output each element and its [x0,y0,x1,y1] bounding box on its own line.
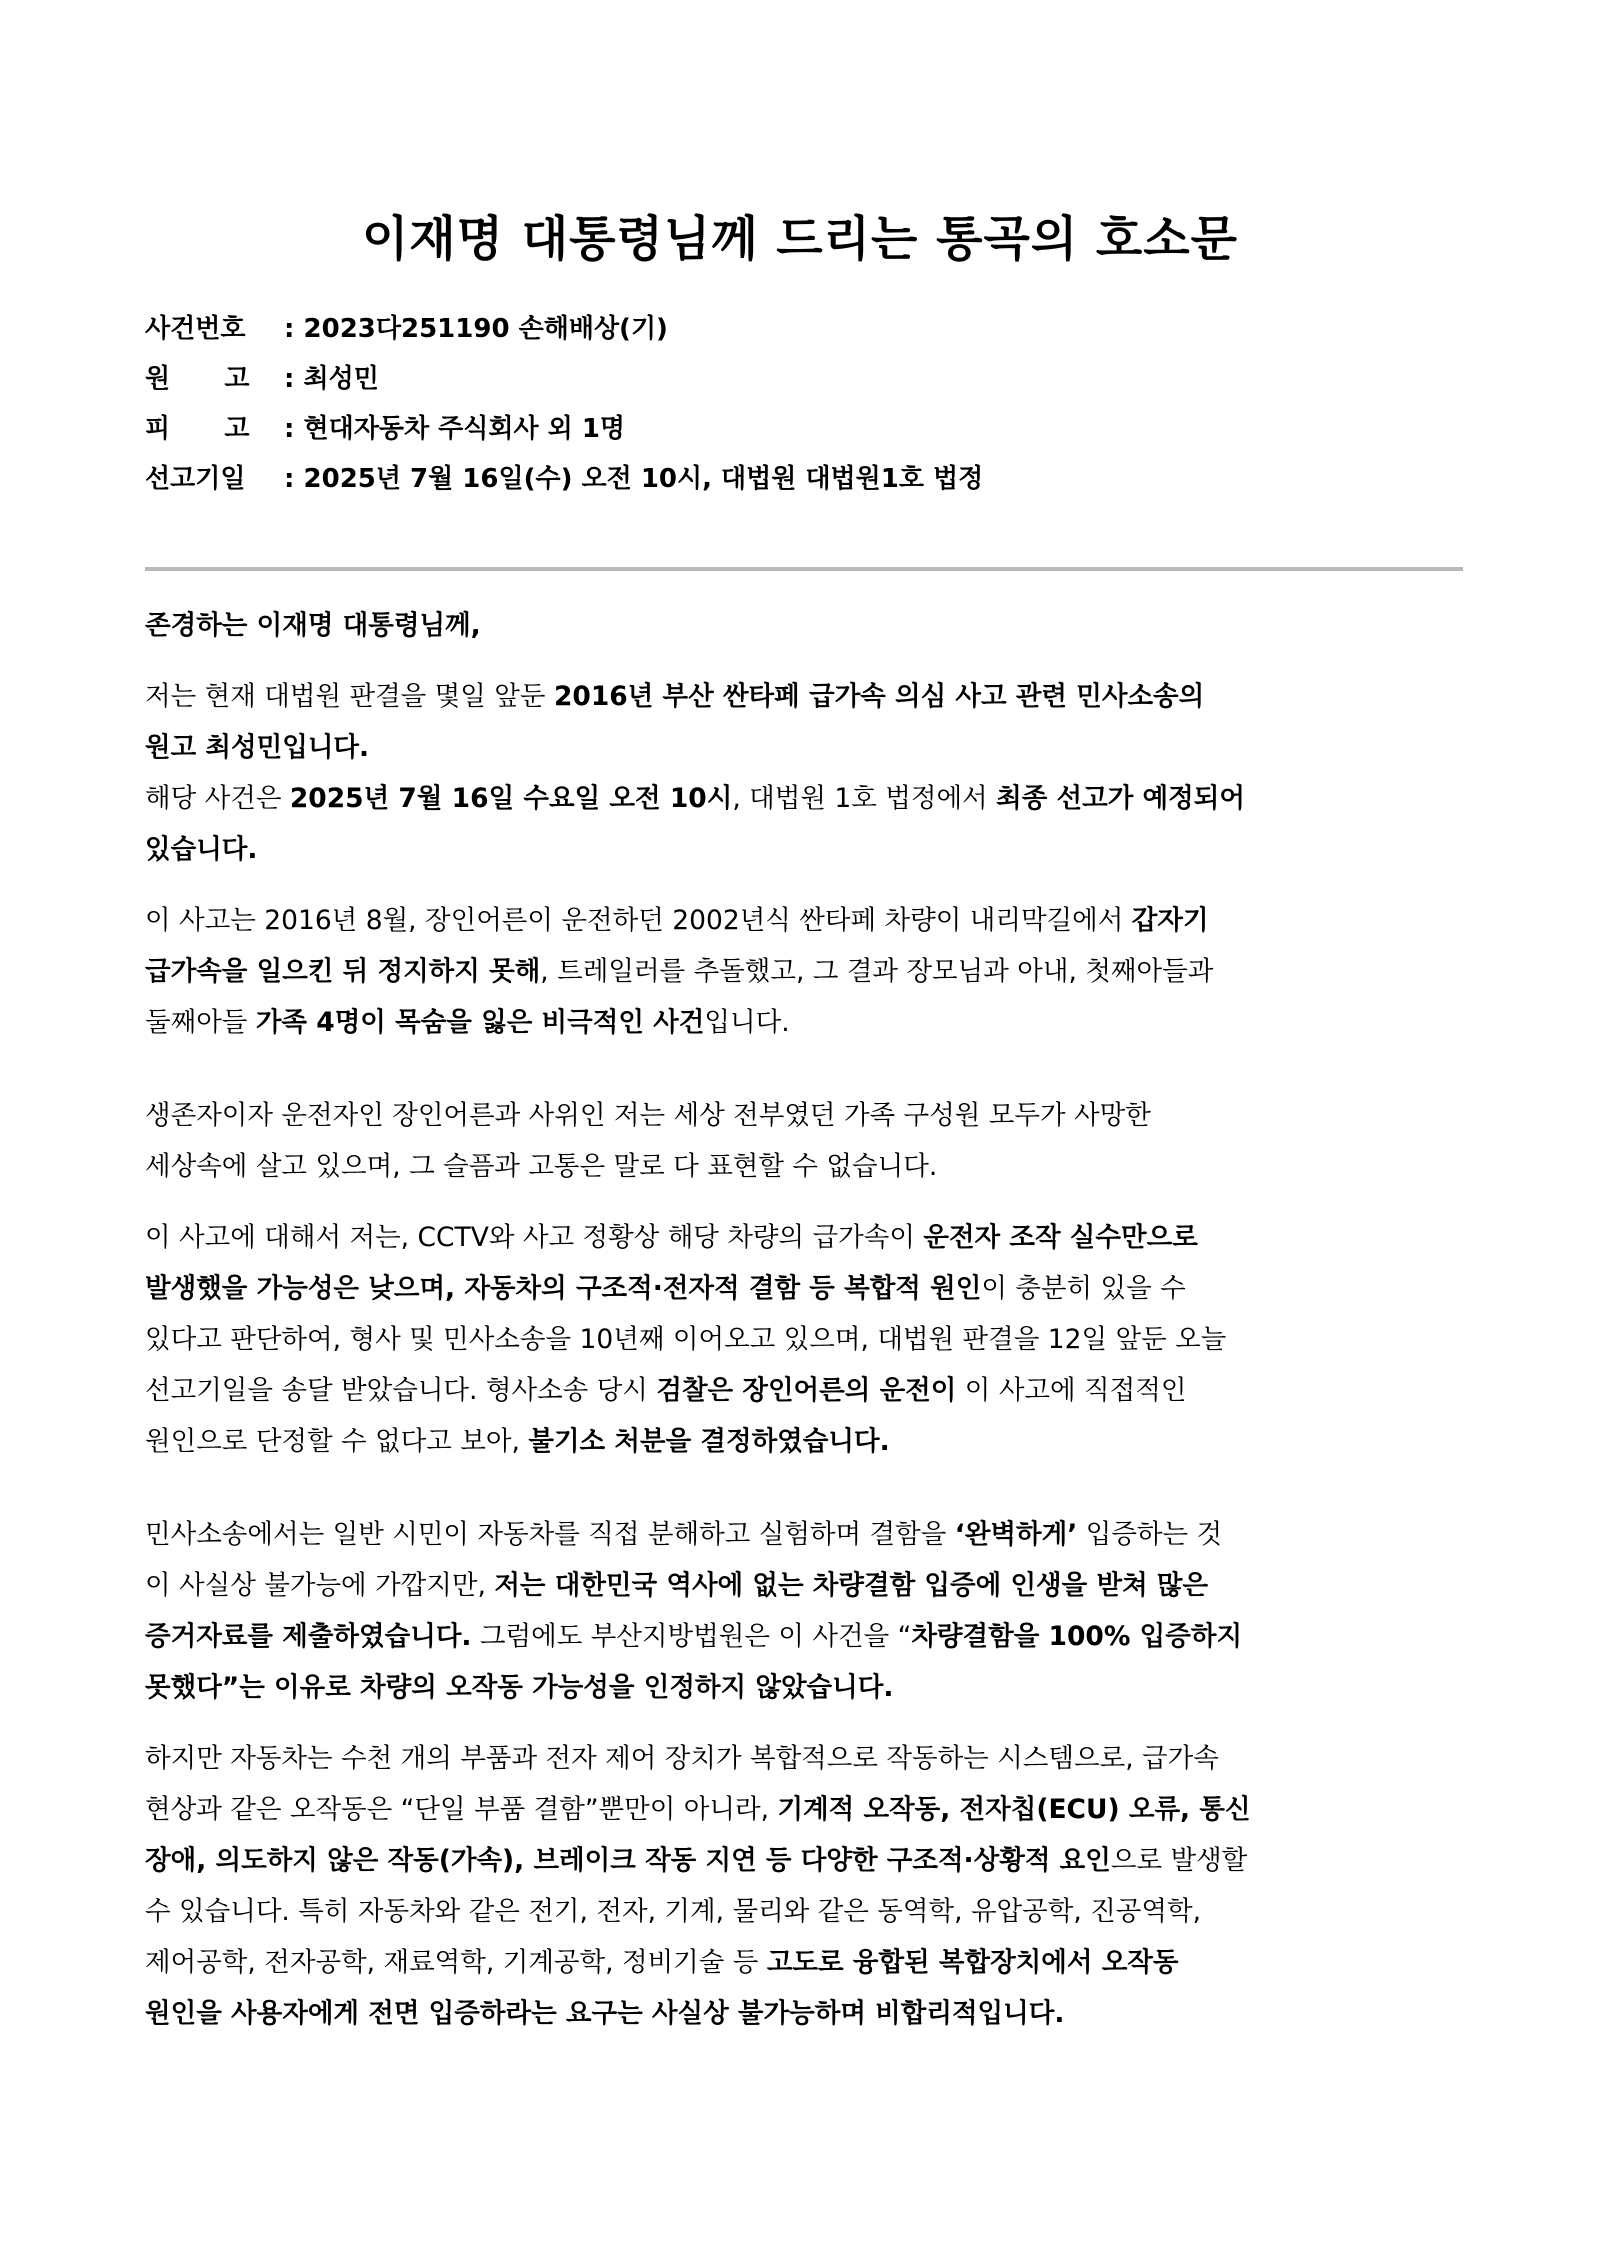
section-divider [145,567,1463,571]
plaintiff-value: 최성민 [303,364,379,394]
case-info [145,304,1455,504]
text: 있다고 판단하여, 형사 및 민사소송을 10년째 이어오고 있으며, 대법원 판결을 12일 앞둔 오늘 [145,1324,1227,1355]
text: 이 사고에 직접적인 [956,1375,1187,1406]
defendant-value: 현대자동차 주식회사 외 1명 [303,414,626,444]
separator: : [275,364,304,394]
bold-text: 최종 선고가 예정되어 [996,783,1245,814]
bold-text: 발생했을 가능성은 낮으며, 자동차의 구조적·전자적 결함 등 복합적 원인 [145,1273,982,1304]
salutation [145,600,1463,651]
text: 수 있습니다. 특히 자동차와 같은 전기, 전자, 기계, 물리와 같은 동역학, 유압공학, 진공역학, [145,1896,1202,1927]
paragraph-1 [145,671,1463,875]
bold-text: 2025년 7월 16일 수요일 오전 10시 [289,783,733,814]
bold-text: 저는 대한민국 역사에 없는 차량결함 입증에 인생을 받쳐 많은 [494,1570,1209,1601]
bold-text: 원인을 사용자에게 전면 입증하라는 요구는 사실상 불가능하며 비합리적입니다. [145,1998,1065,2029]
text: 둘째아들 [145,1007,256,1038]
text: 해당 사건은 [145,783,290,814]
bold-text: 급가속을 일으킨 뒤 정지하지 못해 [145,956,541,987]
letter-body [145,600,1463,2039]
bold-text: 불기소 처분을 결정하였습니다. [528,1426,890,1457]
text: 선고기일을 송달 받았습니다. 형사소송 당시 [145,1375,657,1406]
sentencing-date-label: 선고기일 [145,464,246,494]
bold-text: 차량결함을 100% 입증하지 [911,1621,1243,1652]
separator: : [275,464,304,494]
bold-text: 가족 4명이 목숨을 잃은 비극적인 사건 [255,1007,705,1038]
bold-text: 장애, 의도하지 않은 작동(가속), 브레이크 작동 지연 등 다양한 구조적·상황적 요인 [145,1845,1111,1876]
case-number-row [145,304,1455,354]
defendant-row [145,404,1455,454]
text: 이 사실상 불가능에 가깝지만, [145,1570,495,1601]
text: 이 사고는 2016년 8월, 장인어른이 운전하던 2002년식 싼타페 차량이 내리막길에서 [145,905,1132,936]
text: 입니다. [704,1007,790,1038]
case-number-label: 사건번호 [145,314,246,344]
text: 하지만 자동차는 수천 개의 부품과 전자 제어 장치가 복합적으로 작동하는 시스템으로, 급가속 [145,1743,1219,1774]
defendant-label: 피 고 [145,414,250,444]
bold-text: 검찰은 장인어른의 운전이 [656,1375,957,1406]
bold-text: 있습니다. [145,834,258,865]
bold-text: ‘완벽하게’ [954,1519,1078,1550]
sentencing-date-row [145,454,1455,504]
plaintiff-row [145,354,1455,404]
paragraph-3 [145,1090,1463,1192]
text: , 대법원 1호 법정에서 [732,783,997,814]
text: 으로 발생할 [1110,1845,1248,1876]
paragraph-5 [145,1509,1463,1713]
bold-text: 2016년 부산 싼타페 급가속 의심 사고 관련 민사소송의 [553,681,1205,712]
text: 제어공학, 전자공학, 재료역학, 기계공학, 정비기술 등 [145,1947,767,1978]
paragraph-6 [145,1733,1463,2039]
case-number-value: 2023다251190 손해배상(기) [303,314,668,344]
paragraph-4 [145,1212,1463,1467]
bold-text: 못했다”는 이유로 차량의 오작동 가능성을 인정하지 않았습니다. [145,1672,894,1703]
bold-text: 원고 최성민입니다. [145,732,370,763]
text: 현상과 같은 오작동은 “단일 부품 결함”뿐만이 아니라, [145,1794,778,1825]
document-title: 이재명 대통령님께 드리는 통곡의 호소문 [361,211,1239,267]
text: 그럼에도 부산지방법원은 이 사건을 “ [471,1621,912,1652]
salutation-text: 존경하는 이재명 대통령님께, [145,610,481,641]
paragraph-2 [145,895,1463,1048]
bold-text: 기계적 오작동, 전자칩(ECU) 오류, 통신 [777,1794,1251,1825]
text: 세상속에 살고 있으며, 그 슬픔과 고통은 말로 다 표현할 수 없습니다. [145,1151,938,1182]
separator: : [275,414,304,444]
bold-text: 운전자 조작 실수만으로 [923,1222,1198,1253]
sentencing-date-value: 2025년 7월 16일(수) 오전 10시, 대법원 대법원1호 법정 [303,464,984,494]
text: , 트레일러를 추돌했고, 그 결과 장모님과 아내, 첫째아들과 [540,956,1214,987]
text: 이 사고에 대해서 저는, CCTV와 사고 정황상 해당 차량의 급가속이 [145,1222,924,1253]
separator: : [275,314,304,344]
bold-text: 갑자기 [1131,905,1209,936]
bold-text: 증거자료를 제출하였습니다. [145,1621,472,1652]
text: 저는 현재 대법원 판결을 몇일 앞둔 [145,681,554,712]
text: 민사소송에서는 일반 시민이 자동차를 직접 분해하고 실험하며 결함을 [145,1519,955,1550]
text: 입증하는 것 [1077,1519,1223,1550]
plaintiff-label: 원 고 [145,364,250,394]
bold-text: 고도로 융합된 복합장치에서 오작동 [766,1947,1179,1978]
text: 원인으로 단정할 수 없다고 보아, [145,1426,529,1457]
text: 이 충분히 있을 수 [981,1273,1186,1304]
text: 생존자이자 운전자인 장인어른과 사위인 저는 세상 전부였던 가족 구성원 모두가 사망한 [145,1100,1151,1131]
